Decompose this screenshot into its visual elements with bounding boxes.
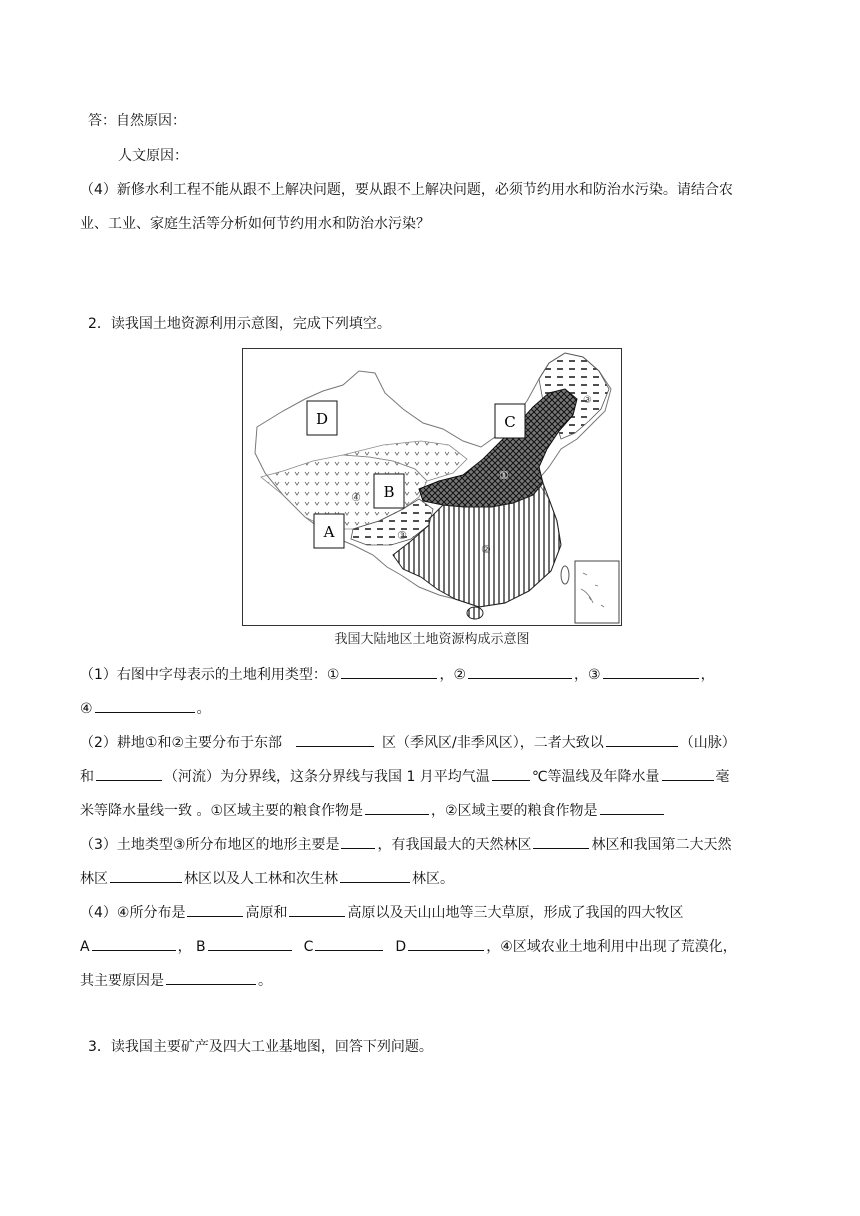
taiwan-island xyxy=(561,566,569,584)
q2-s3-text-e: 林区以及人工林和次生林 xyxy=(184,871,338,887)
q2-s2-line2 xyxy=(80,766,730,787)
q2-s4-text-j: 。 xyxy=(258,973,272,989)
blank-1-2[interactable] xyxy=(468,664,572,679)
q2-s4-text-g: D xyxy=(395,939,407,955)
q2-s2-text-i: ，②区域主要的粮食作物是 xyxy=(431,803,598,819)
zone-1-label: ① xyxy=(499,469,509,482)
blank-4-2[interactable] xyxy=(289,902,345,917)
label-c: C xyxy=(504,413,516,431)
blank-3-4[interactable] xyxy=(340,868,410,883)
q3-title: 3．读我国主要矿产及四大工业基地图，回答下列问题。 xyxy=(88,1039,433,1055)
q2-s3-line2 xyxy=(80,868,454,889)
q2-s2-text-a: （2）耕地①和②主要分布于东部 xyxy=(80,735,283,751)
q2-s3-text-a: （3）土地类型③所分布地区的地形主要是 xyxy=(80,837,340,853)
q2-s2-text-g: 毫 xyxy=(715,769,730,785)
q2-s2-text-h: 米等降水量线一致 。①区域主要的粮食作物是 xyxy=(80,803,363,819)
q2-s3-text-b: ，有我国最大的天然林区 xyxy=(377,837,532,853)
q2-s2-line1 xyxy=(80,732,736,753)
q2-s4-text-a: （4）④所分布是 xyxy=(80,905,186,921)
q2-s4-text-b: 高原和 xyxy=(245,905,288,921)
q2-s4-line1 xyxy=(80,902,683,923)
label-d: D xyxy=(315,410,329,428)
blank-1-3[interactable] xyxy=(603,664,699,679)
label-a: A xyxy=(323,523,335,541)
q2-s2-text-d: 和 xyxy=(80,769,94,785)
q2-s4-text-c: 高原以及天山山地等三大草原，形成了我国的四大牧区 xyxy=(347,905,684,921)
q2-s4-text-e: ， B xyxy=(177,939,206,955)
blank-4-4[interactable] xyxy=(208,936,292,951)
q2-s3-line1 xyxy=(80,834,731,855)
blank-3-2[interactable] xyxy=(533,834,589,849)
q2-s2-line3 xyxy=(80,800,666,821)
q2-s1-line xyxy=(80,664,715,685)
answer-natural-label: 答：自然原因： xyxy=(88,113,186,129)
q2-s4-line2 xyxy=(80,936,737,957)
blank-4-6[interactable] xyxy=(408,936,484,951)
q2-s2-text-e: （河流）为分界线，这条分界线与我国 1 月平均气温 xyxy=(164,769,490,785)
map-figure xyxy=(243,349,621,625)
blank-4-3[interactable] xyxy=(92,936,176,951)
q1-sub4-line1: （4）新修水利工程不能从跟不上解决问题，要从跟不上解决问题，必须节约用水和防治水污染。请结合农 xyxy=(80,182,733,198)
blank-4-7[interactable] xyxy=(166,970,256,985)
map-caption: 我国大陆地区土地资源构成示意图 xyxy=(334,632,530,647)
q2-s1-line2 xyxy=(80,698,211,719)
q2-s3-text-d: 林区 xyxy=(80,871,108,887)
blank-1-1[interactable] xyxy=(341,664,437,679)
q2-s3-text-c: 林区和我国第二大天然 xyxy=(591,837,732,853)
zone-4-label: ④ xyxy=(351,491,361,504)
blank-1-4[interactable] xyxy=(95,698,195,713)
zone-2-label: ② xyxy=(481,543,491,556)
blank-4-1[interactable] xyxy=(187,902,243,917)
blank-4-5[interactable] xyxy=(315,936,383,951)
hainan-island xyxy=(467,607,483,619)
q2-s4-text-d: A xyxy=(80,939,90,955)
q2-s1-text-b: ，② xyxy=(439,667,467,683)
q2-s2-text-b: 区（季风区/非季风区），二者大致以 xyxy=(382,735,604,751)
q2-s4-text-f: C xyxy=(303,939,314,955)
q2-s4-text-h: ，④区域农业土地利用中出现了荒漠化， xyxy=(486,939,737,955)
blank-2-4[interactable] xyxy=(492,766,530,781)
q2-s1-text-a: （1）右图中字母表示的土地利用类型：① xyxy=(80,667,340,683)
blank-2-1[interactable] xyxy=(296,732,374,747)
blank-2-5[interactable] xyxy=(662,766,714,781)
q2-s2-text-f: ℃等温线及年降水量 xyxy=(531,769,660,785)
china-land-use-map xyxy=(242,348,622,626)
q2-s4-line3 xyxy=(80,970,272,991)
blank-3-1[interactable] xyxy=(341,834,375,849)
blank-3-3[interactable] xyxy=(110,868,182,883)
q1-sub4-line2: 业、工业、家庭生活等分析如何节约用水和防治水污染？ xyxy=(80,216,430,232)
zone-3-label: ③ xyxy=(397,529,407,542)
q2-title: 2．读我国土地资源利用示意图，完成下列填空。 xyxy=(88,316,391,332)
blank-2-2[interactable] xyxy=(606,732,678,747)
blank-2-7[interactable] xyxy=(600,800,664,815)
south-sea-inset xyxy=(575,561,619,623)
q2-s1-text-d: ， xyxy=(700,667,715,683)
q2-s3-text-f: 林区。 xyxy=(412,871,454,887)
q2-s1-text-f: 。 xyxy=(196,701,211,717)
q2-s1-text-c: ，③ xyxy=(574,667,601,683)
q2-s1-text-e: ④ xyxy=(80,701,93,717)
blank-2-6[interactable] xyxy=(365,800,429,815)
answer-human-label: 人文原因： xyxy=(118,148,188,164)
q2-s2-text-c: （山脉） xyxy=(679,735,736,751)
blank-2-3[interactable] xyxy=(96,766,162,781)
zone-3-northeast-label: ③ xyxy=(583,395,592,406)
q2-s4-text-i: 其主要原因是 xyxy=(80,973,164,989)
label-b: B xyxy=(383,483,395,501)
